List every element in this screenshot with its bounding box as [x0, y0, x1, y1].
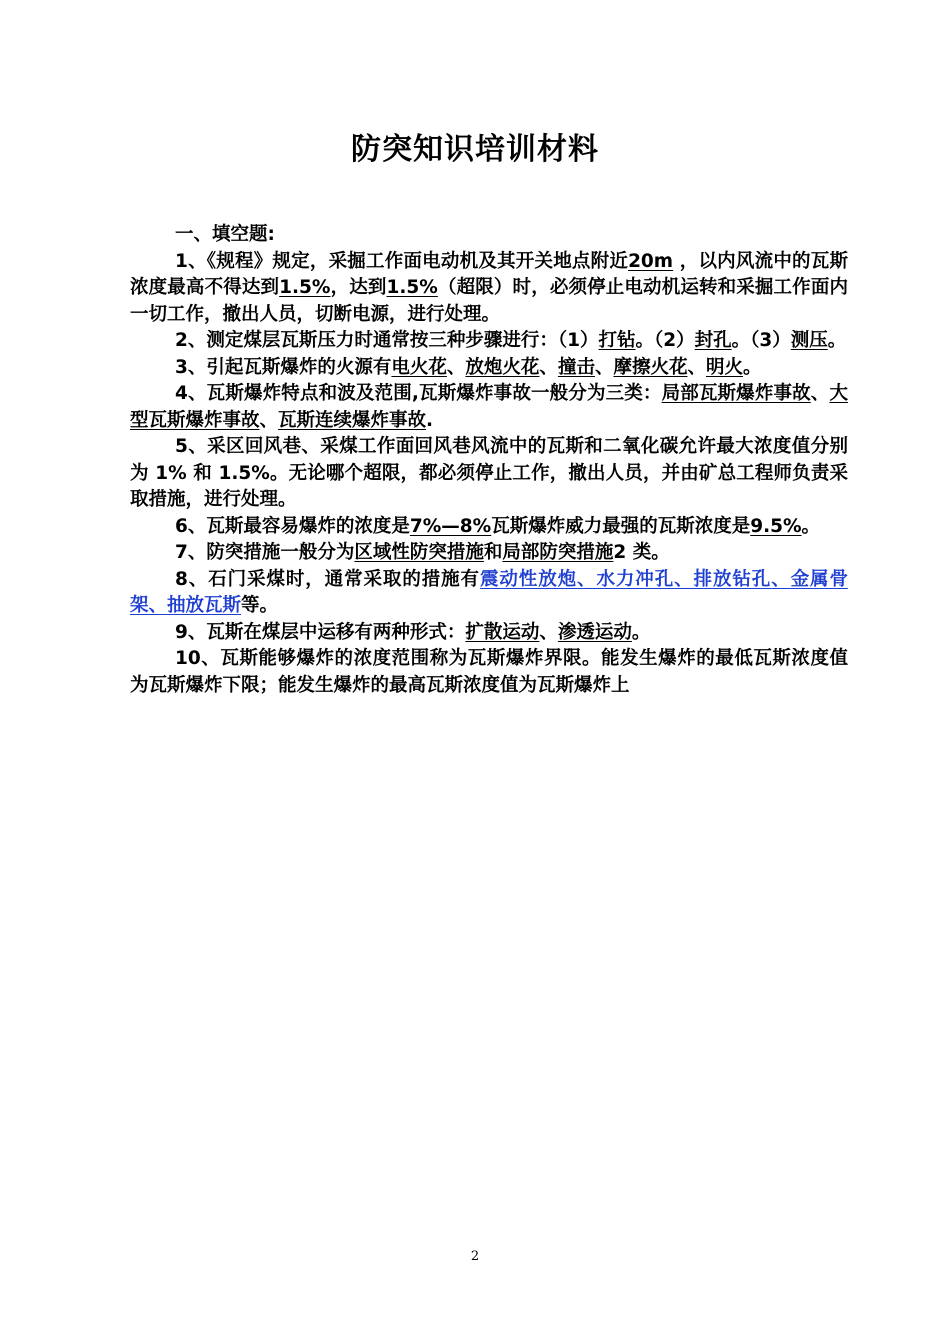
q3-sep-2: 、 [539, 356, 558, 378]
q8-link-1[interactable]: 震动性放炮 [479, 568, 578, 590]
q2-answer-drill: 打钻 [598, 330, 636, 351]
q4-sep-1: 、 [810, 383, 830, 404]
q1-text-c: ，以内风流中的瓦斯浓度最高不得达到 [130, 250, 848, 298]
q1-answer-distance: 20m [628, 250, 674, 272]
q6-text-c: 瓦斯爆炸威力最强的瓦斯浓度是 [491, 515, 751, 537]
q4-answer-2: 大型瓦斯爆炸事故 [130, 383, 848, 431]
q8-end: 等。 [241, 595, 279, 616]
q1-answer-over: 1.5% [386, 277, 438, 298]
q8-text-a: 8、石门采煤时，通常采取的措施有 [175, 568, 480, 590]
q7-answer-1: 区域性防突措施 [354, 542, 484, 563]
question-1 [130, 249, 848, 329]
q3-answer-3: 撞击 [557, 356, 595, 378]
q8-link-2[interactable]: 水力冲孔 [596, 568, 675, 590]
q2-answer-seal: 封孔 [694, 330, 732, 351]
q7-answer-2: 局部防突措施 [502, 542, 614, 563]
q3-sep-1: 、 [446, 356, 466, 378]
q8-sep-4: 、 [148, 595, 168, 616]
q3-sep-4: 、 [687, 356, 706, 378]
q7-text-a: 7、防突措施一般分为 [175, 542, 355, 563]
q3-answer-1: 电火花 [391, 356, 447, 378]
question-4 [130, 381, 848, 434]
q3-answer-5: 明火 [706, 356, 744, 378]
q6-end: 。 [801, 515, 821, 537]
q2-answer-measure: 测压 [790, 330, 828, 351]
q8-sep-1: 、 [577, 568, 597, 590]
q4-text-a: 4、瓦斯爆炸特点和波及范围,瓦斯爆炸事故一般分为三类： [175, 383, 662, 404]
q7-end: 2 类。 [613, 542, 670, 563]
q9-answer-1: 扩散运动 [465, 621, 540, 643]
q9-end: 。 [631, 621, 651, 643]
q6-answer-peak: 9.5% [750, 515, 802, 537]
q1-text-e: ，达到 [330, 277, 387, 298]
q7-sep: 和 [483, 542, 503, 563]
question-10: 10、瓦斯能够爆炸的浓度范围称为瓦斯爆炸界限。能发生爆炸的最低瓦斯浓度值为瓦斯爆炸下限；能发生爆炸的最高瓦斯浓度值为瓦斯爆炸上 [130, 648, 848, 696]
q2-text-c: 。（2） [635, 330, 695, 351]
question-2 [130, 328, 848, 355]
section-heading: 一、填空题: [175, 224, 275, 245]
q4-sep-2: 、 [259, 409, 279, 431]
q2-text-e: 。（3） [731, 330, 791, 351]
document-body [130, 222, 848, 699]
q4-answer-1: 局部瓦斯爆炸事故 [661, 383, 811, 404]
q9-sep: 、 [539, 621, 558, 643]
page-title: 防突知识培训材料 [351, 132, 599, 167]
q8-sep-2: 、 [674, 568, 694, 590]
q8-link-5[interactable]: 抽放瓦斯 [167, 595, 242, 616]
q8-link-4[interactable]: 金属骨架 [130, 568, 848, 616]
question-7 [130, 540, 848, 567]
q3-text-a: 3、引起瓦斯爆炸的火源有 [175, 356, 392, 378]
q2-text-a: 2、测定煤层瓦斯压力时通常按三种步骤进行：（1） [175, 330, 599, 351]
q1-text-a: 1、《规程》规定，采掘工作面电动机及其开关地点附近 [175, 250, 629, 272]
question-3 [130, 355, 848, 382]
q9-answer-2: 渗透运动 [557, 621, 632, 643]
question-8 [130, 567, 848, 620]
q1-text-g: （超限）时，必须停止电动机运转和采掘工作面内一切工作，撤出人员，切断电源，进行处理。 [130, 277, 848, 325]
q4-end: . [426, 409, 434, 431]
q3-sep-3: 、 [594, 356, 614, 378]
q8-sep-3: 、 [771, 568, 791, 590]
question-6 [130, 514, 848, 541]
q3-answer-2: 放炮火花 [465, 356, 540, 378]
q3-end: 。 [743, 356, 762, 378]
q2-text-g: 。 [827, 330, 847, 351]
q9-text-a: 9、瓦斯在煤层中运移有两种形式： [175, 621, 466, 643]
q8-link-3[interactable]: 排放钻孔 [693, 568, 772, 590]
q1-answer-limit: 1.5% [279, 277, 331, 298]
q6-text-a: 6、瓦斯最容易爆炸的浓度是 [175, 515, 410, 537]
question-9 [130, 620, 848, 647]
q6-answer-range: 7%—8% [409, 515, 492, 537]
page-number: 2 [470, 1249, 480, 1264]
q3-answer-4: 摩擦火花 [613, 356, 688, 378]
q4-answer-3: 瓦斯连续爆炸事故 [278, 409, 427, 431]
question-5: 5、采区回风巷、采煤工作面回风巷风流中的瓦斯和二氧化碳允许最大浓度值分别为 1% 和 1.5%。无论哪个超限，都必须停止工作，撤出人员，并由矿总工程师负责采取措施，进行处理。 [130, 436, 848, 510]
